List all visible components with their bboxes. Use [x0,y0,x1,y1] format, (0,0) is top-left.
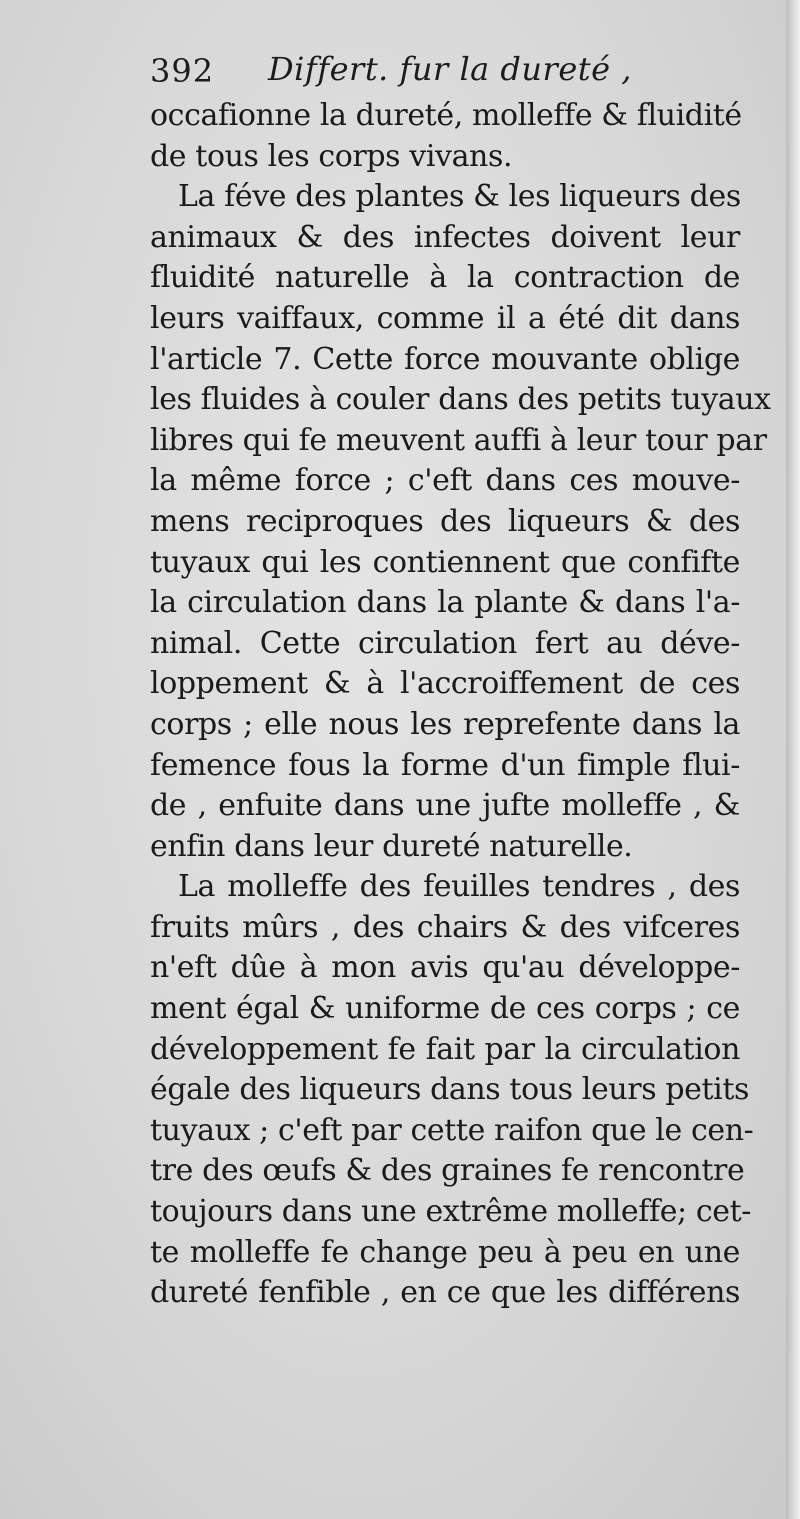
text-line: l'article 7. Cette force mouvante oblige [150,341,740,377]
page-edge-shadow [786,0,800,1519]
page-number: 392 [150,52,215,90]
text-line: occafionne la dureté, molleffe & fluidité [150,98,742,133]
text-line: tuyaux ; c'eft par cette raifon que le cen- [150,1112,754,1148]
text-line: ment égal & uniforme de ces corps ; ce [150,991,740,1027]
body-text [150,96,771,1314]
text-line: mens reciproques des liqueurs & des [150,503,740,539]
running-head: Differt. fur la dureté , [268,50,632,88]
text-line: égale des liqueurs dans tous leurs petits [150,1072,749,1108]
text-line: fruits mûrs , des chairs & des vifceres [150,909,740,945]
text-line: toujours dans une extrême molleffe; cet- [150,1194,752,1230]
text-line: de , enfuite dans une jufte molleffe , & [150,788,740,824]
paragraph-start-line: La féve des plantes & les liqueurs des [178,179,741,215]
text-line: te molleffe fe change peu à peu en une [150,1234,740,1270]
paragraph-start-line: La molleffe des feuilles tendres , des [178,869,740,905]
text-line: leurs vaiffaux, comme il a été dit dans [150,300,740,336]
text-line: tuyaux qui les contiennent que confifte [150,544,740,580]
text-line: nimal. Cette circulation fert au déve- [150,625,740,661]
text-line: les fluides à couler dans des petits tuyaux [150,382,771,418]
text-line: de tous les corps vivans. [150,138,513,174]
text-line: la circulation dans la plante & dans l'a- [150,585,740,621]
text-line: libres qui fe meuvent auffi à leur tour par [150,422,767,458]
text-line: tre des œufs & des graines fe rencontre [150,1153,745,1189]
text-line: n'eft dûe à mon avis qu'au développe- [150,950,740,986]
text-line: loppement & à l'accroiffement de ces [150,666,740,702]
text-line: animaux & des infectes doivent leur [150,219,740,255]
text-line: dureté fenfible , en ce que les différens [150,1275,740,1311]
text-line: fluidité naturelle à la contraction de [150,260,740,296]
text-line: enfin dans leur dureté naturelle. [150,828,633,864]
text-line: la même force ; c'eft dans ces mouve- [150,463,740,499]
page-header [150,48,750,96]
text-line: développement fe fait par la circulation [150,1031,740,1067]
text-line: corps ; elle nous les reprefente dans la [150,706,740,742]
text-line: femence fous la forme d'un fimple flui- [150,747,740,783]
